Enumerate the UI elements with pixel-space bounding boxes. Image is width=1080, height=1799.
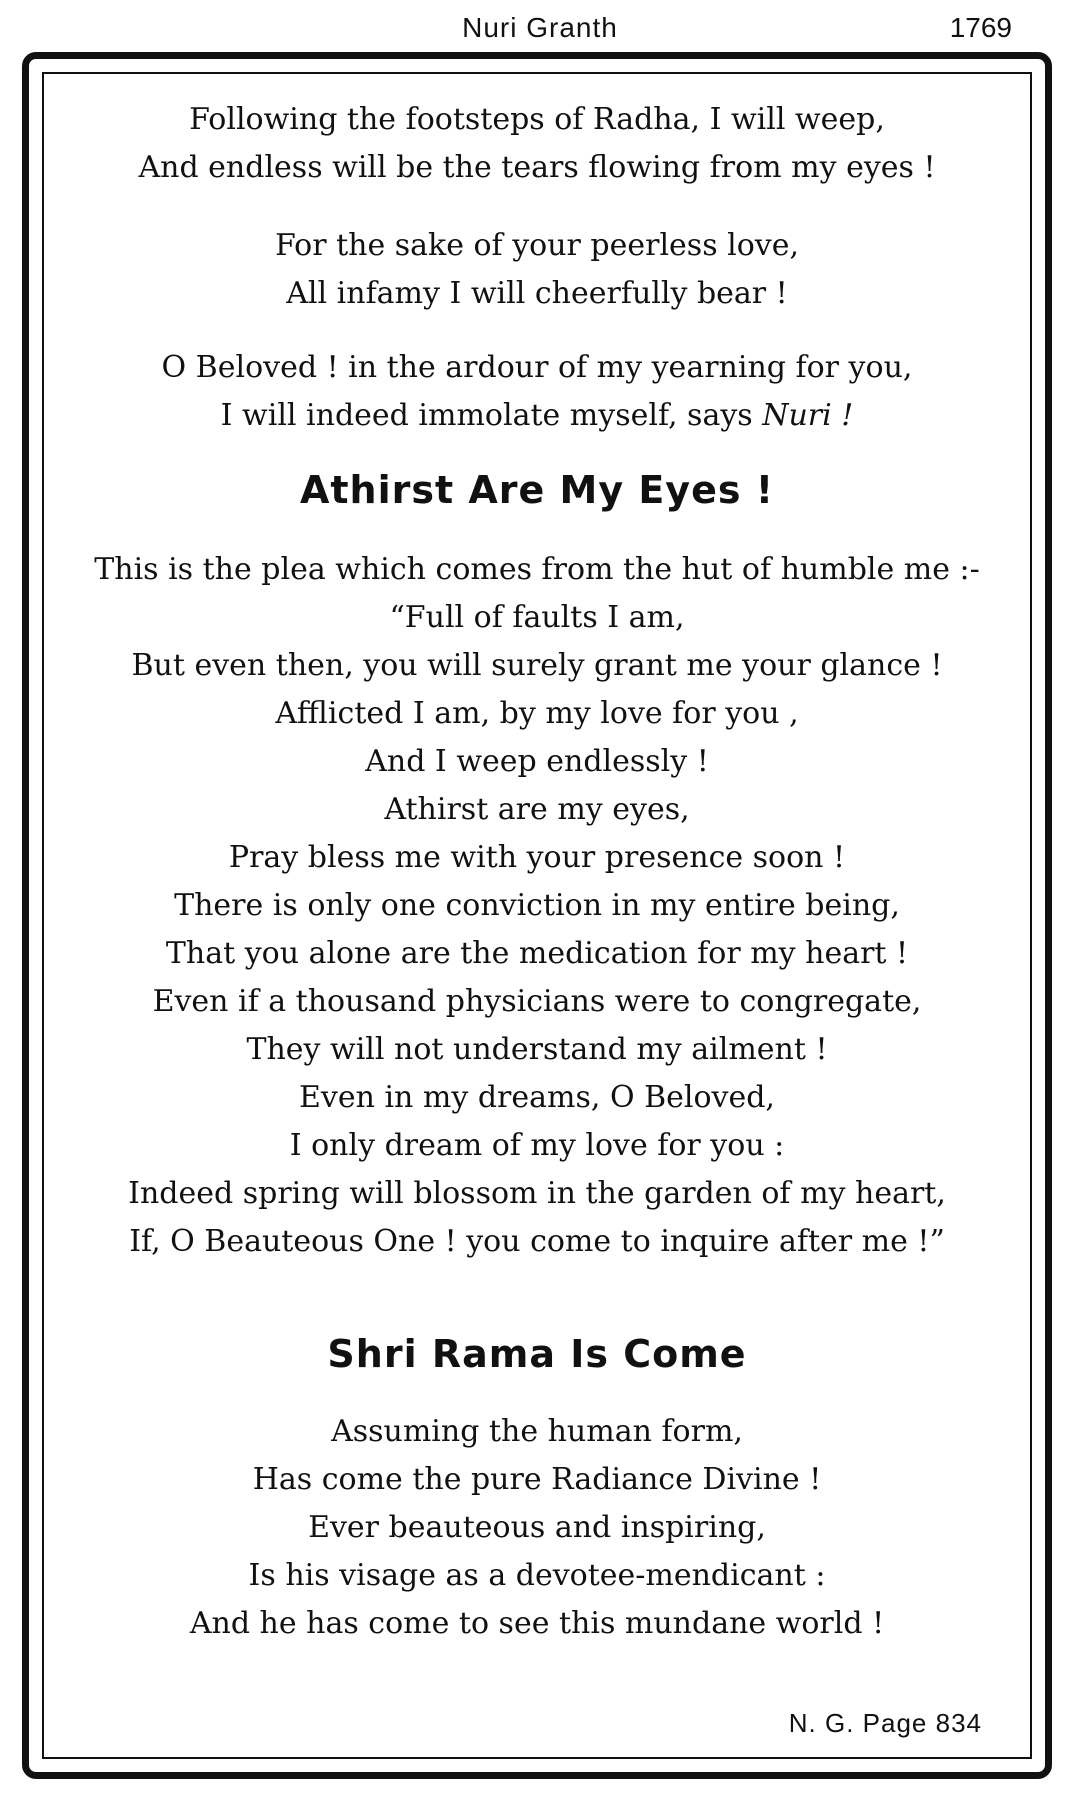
poem-line: This is the plea which comes from the hut of humble me :- xyxy=(94,552,980,587)
poem-line: Has come the pure Radiance Divine ! xyxy=(252,1462,822,1497)
poem-line: I only dream of my love for you : xyxy=(289,1128,785,1163)
outer-page-border xyxy=(22,52,1052,1779)
poem-line: Athirst are my eyes, xyxy=(384,792,690,827)
poem-line: Following the footsteps of Radha, I will weep, xyxy=(189,102,885,137)
book-title: Nuri Granth xyxy=(462,12,618,43)
poem-3-title: Shri Rama Is Come xyxy=(327,1332,747,1376)
poem-line: Ever beauteous and inspiring, xyxy=(308,1510,766,1545)
poem-line: Afflicted I am, by my love for you , xyxy=(275,696,799,731)
poem-2-body xyxy=(44,546,1030,1266)
opening-stanza-2 xyxy=(44,222,1030,318)
poem-line: There is only one conviction in my entire being, xyxy=(174,888,900,923)
opening-stanza-3 xyxy=(44,344,1030,440)
poem-line: For the sake of your peerless love, xyxy=(274,228,800,263)
page-content xyxy=(44,74,1030,1757)
poem-line: O Beloved ! in the ardour of my yearning for you, xyxy=(161,350,913,385)
poem-line: They will not understand my ailment ! xyxy=(246,1032,828,1067)
poet-name: Nuri ! xyxy=(762,398,854,433)
opening-stanza-1 xyxy=(44,96,1030,192)
poem-2-title: Athirst Are My Eyes ! xyxy=(299,468,775,512)
poem-line: And he has come to see this mundane world ! xyxy=(189,1606,885,1641)
poem-line: And I weep endlessly ! xyxy=(365,744,709,779)
poem-line: Pray bless me with your presence soon ! xyxy=(228,840,846,875)
poem-line: “Full of faults I am, xyxy=(389,600,685,635)
poem-line: All infamy I will cheerfully bear ! xyxy=(286,276,788,311)
poem-line: And endless will be the tears flowing from my eyes ! xyxy=(138,150,936,185)
poem-line-signature xyxy=(44,392,1030,440)
poem-3-body xyxy=(44,1408,1030,1648)
poem-line: Even in my dreams, O Beloved, xyxy=(299,1080,775,1115)
poem-line: If, O Beauteous One ! you come to inquire after me !” xyxy=(129,1224,945,1259)
poem-line: That you alone are the medication for my heart ! xyxy=(165,936,909,971)
inner-page-border xyxy=(42,72,1032,1759)
running-head xyxy=(0,8,1080,48)
signature-prefix: I will indeed immolate myself, says xyxy=(220,398,763,433)
page-reference: N. G. Page 834 xyxy=(788,1708,982,1738)
poem-line: Is his visage as a devotee-mendicant : xyxy=(248,1558,826,1593)
poem-line: But even then, you will surely grant me your glance ! xyxy=(131,648,943,683)
poem-line: Even if a thousand physicians were to congregate, xyxy=(152,984,922,1019)
page-number: 1769 xyxy=(949,12,1012,43)
poem-line: Indeed spring will blossom in the garden of my heart, xyxy=(128,1176,946,1211)
poem-line: Assuming the human form, xyxy=(331,1414,743,1449)
